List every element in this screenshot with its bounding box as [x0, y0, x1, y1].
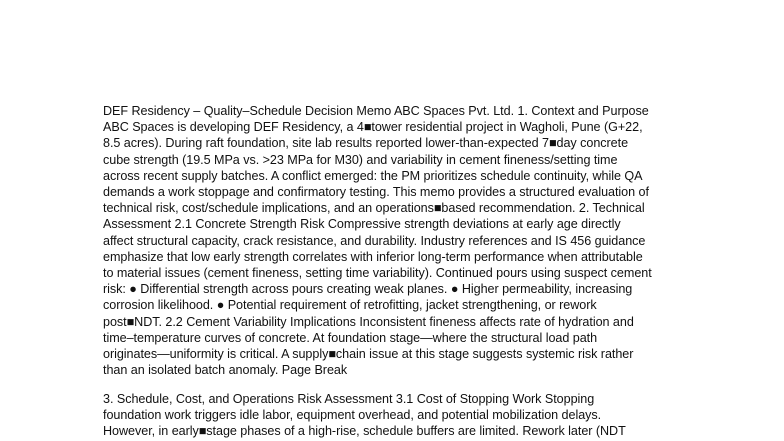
text-line: originates—uniformity is critical. A supply■chain issue at this stage suggests systemic risk rather [103, 347, 634, 362]
text-line: 3. Schedule, Cost, and Operations Risk Assessment 3.1 Cost of Stopping Work Stopping [103, 392, 595, 406]
text-line: emphasize that low early strength correlates with inferior long-term performance when attributable [103, 249, 643, 264]
text-line: to material issues (cement fineness, setting time variability). Continued pours using suspect cement [103, 266, 652, 281]
text-line: cube strength (19.5 MPa vs. >23 MPa for M30) and variability in cement fineness/setting time [103, 152, 618, 167]
text-line: time–temperature curves of concrete. At foundation stage—where the structural load path [103, 330, 598, 345]
text-line: post■NDT. 2.2 Cement Variability Implications Inconsistent fineness affects rate of hydration and [103, 314, 634, 329]
text-line: Assessment 2.1 Concrete Strength Risk Compressive strength deviations at early age directly [103, 217, 621, 232]
text-line: However, in early■stage phases of a high-rise, schedule buffers are limited. Rework later (NDT [103, 424, 626, 439]
text-line: demands a work stoppage and confirmatory testing. This memo provides a structured evaluation of [103, 185, 649, 200]
text-line: risk: ● Differential strength across pours creating weak planes. ● Higher permeability, increasing [103, 282, 633, 297]
memo-paragraph-1 [103, 103, 693, 378]
text-line: ABC Spaces is developing DEF Residency, a 4■tower residential project in Wagholi, Pune (G+22, [103, 120, 643, 135]
memo-paragraph-2 [103, 391, 693, 440]
text-line: affect structural capacity, crack resistance, and durability. Industry references and IS 456 guidance [103, 233, 646, 248]
text-line: DEF Residency – Quality–Schedule Decision Memo ABC Spaces Pvt. Ltd. 1. Context and Purpose [103, 104, 649, 118]
text-line: across recent supply batches. A conflict emerged: the PM prioritizes schedule continuity, while QA [103, 168, 643, 183]
text-line: than an isolated batch anomaly. Page Break [103, 363, 348, 378]
text-line: corrosion likelihood. ● Potential requirement of retrofitting, jacket strengthening, or rework [103, 298, 597, 313]
text-line: 8.5 acres). During raft foundation, site lab results reported lower-than-expected 7■day concrete [103, 136, 629, 151]
text-line: technical risk, cost/schedule implications, and an operations■based recommendation. 2. Technical [103, 201, 645, 216]
text-line: foundation work triggers idle labor, equipment overhead, and potential mobilization delays. [103, 408, 602, 423]
